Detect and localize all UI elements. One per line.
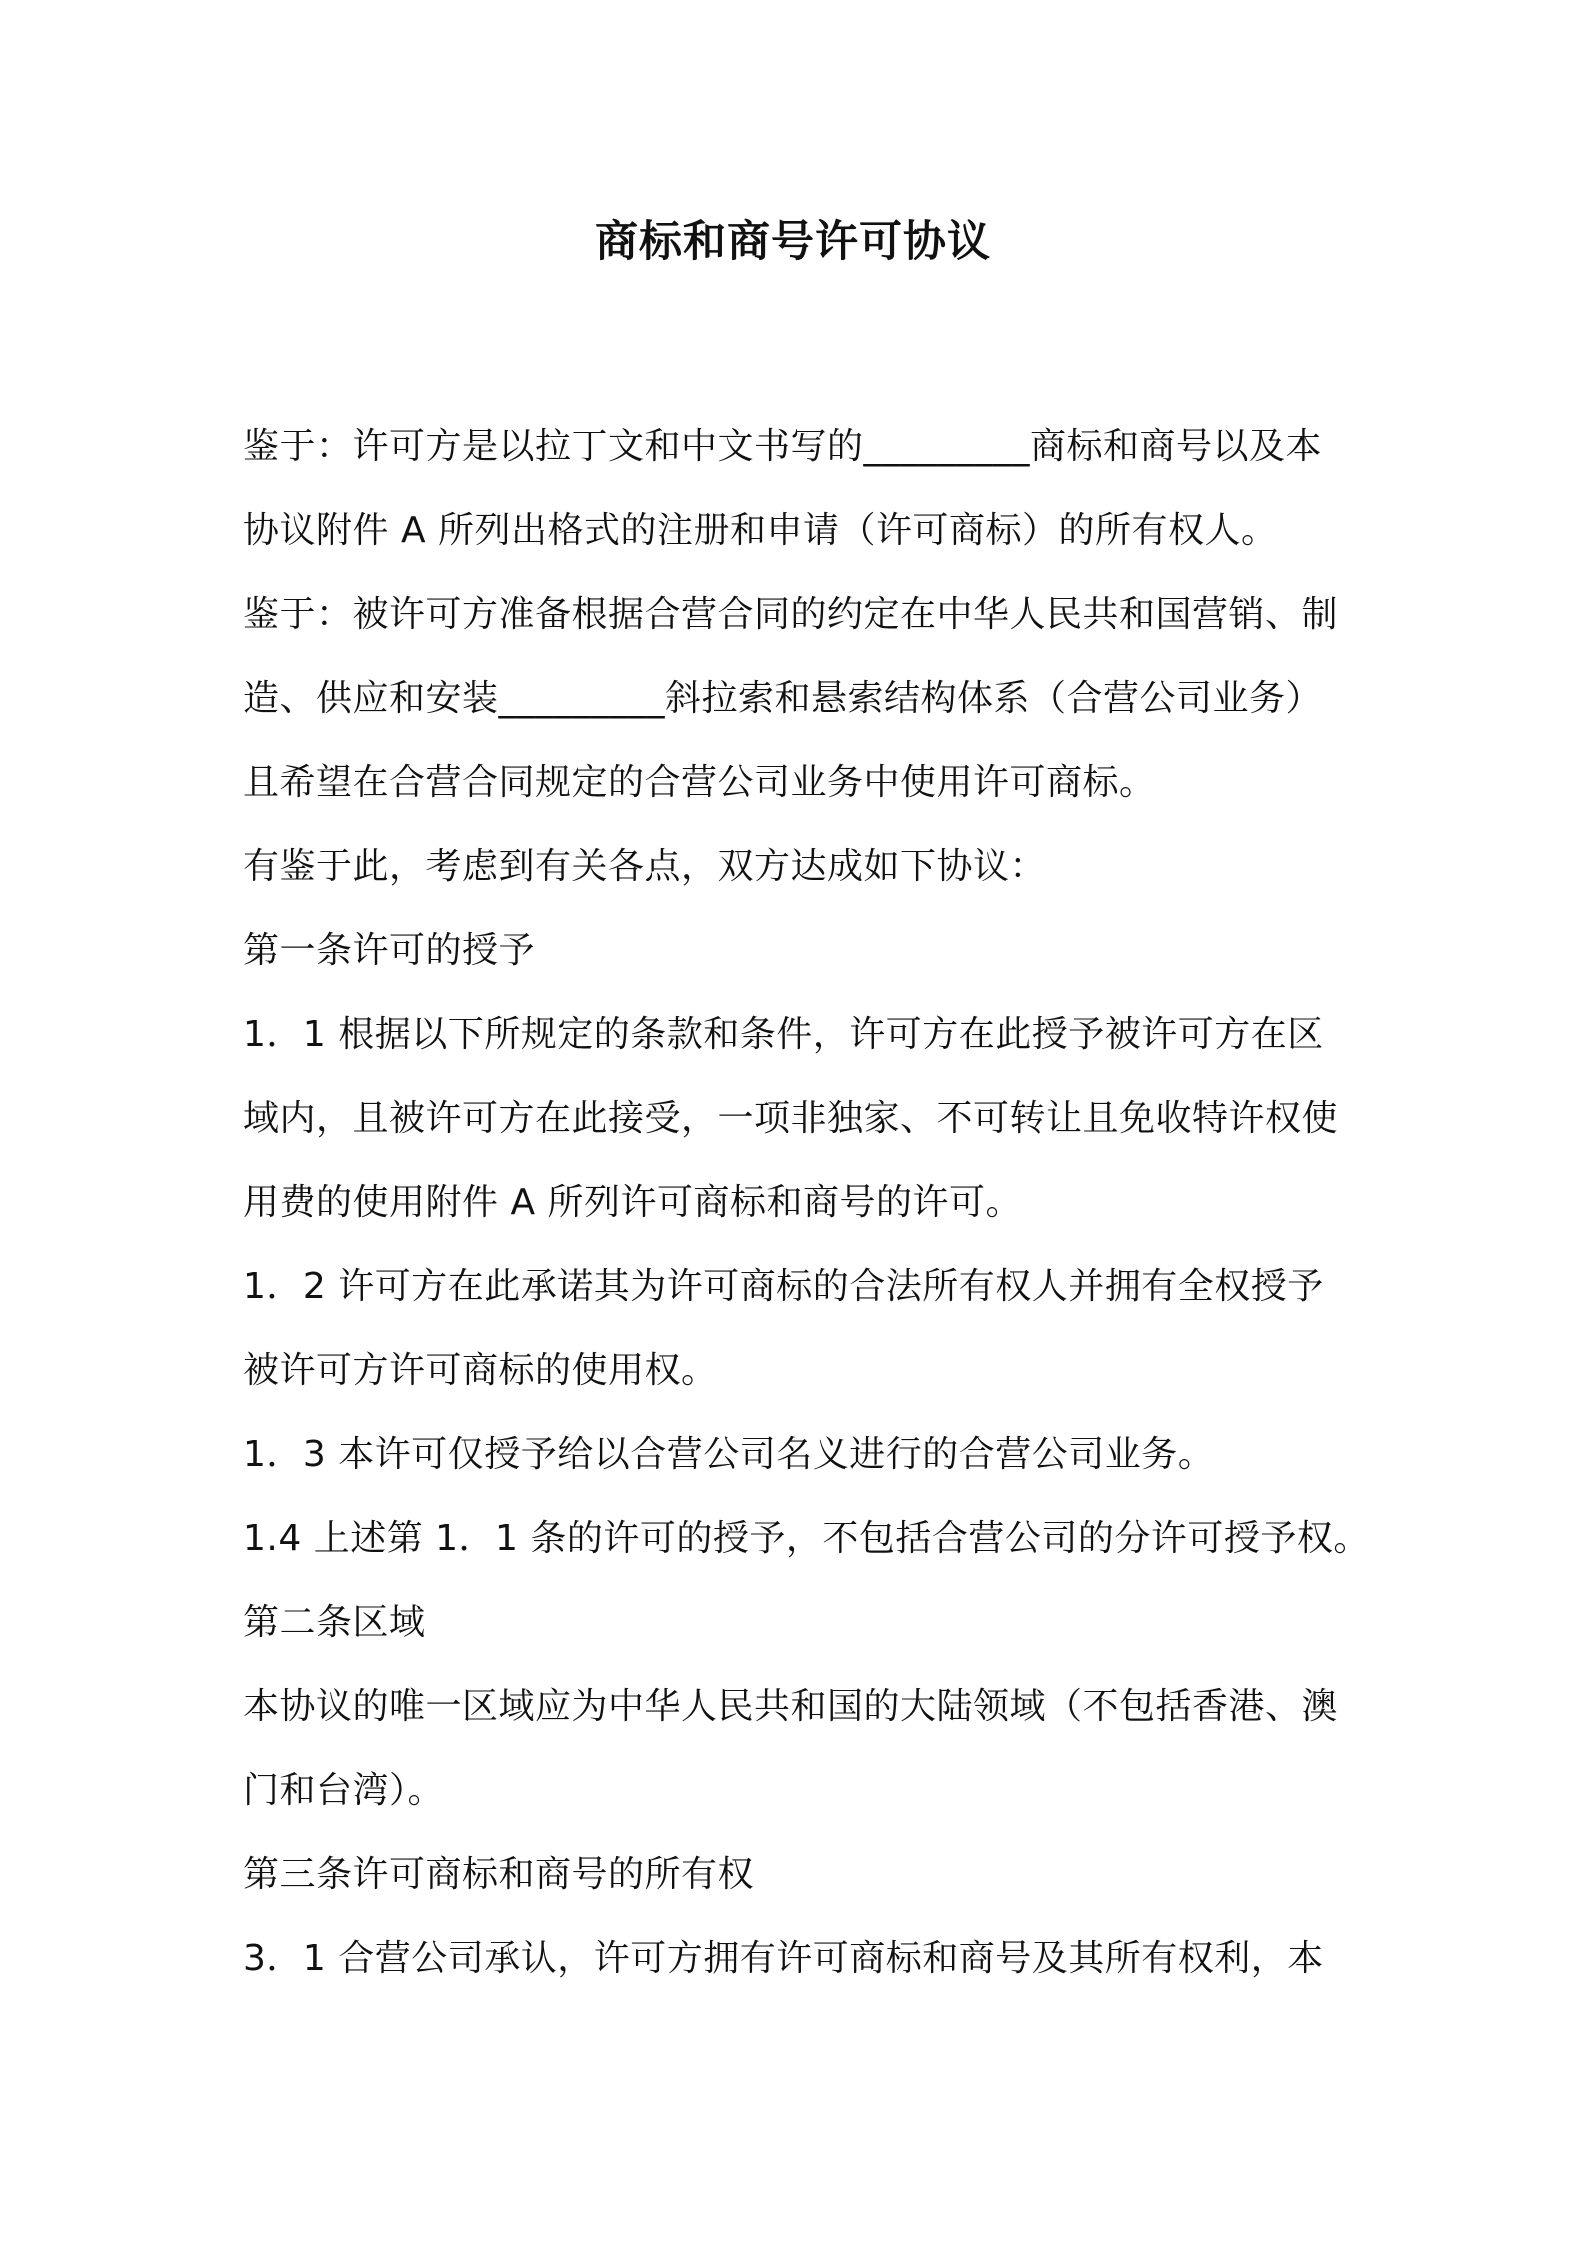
text-line: 且希望在合营合同规定的合营公司业务中使用许可商标。 [243, 762, 1156, 803]
text-line: 本协议的唯一区域应为中华人民共和国的大陆领域（不包括香港、澳 [243, 1686, 1339, 1727]
text-line: 1．1 根据以下所规定的条款和条件，许可方在此授予被许可方在区 [243, 1014, 1324, 1055]
text-line: 1.4 上述第 1．1 条的许可的授予，不包括合营公司的分许可授予权。 [243, 1518, 1370, 1559]
text-line: 门和台湾）。 [243, 1770, 445, 1811]
text-line: 域内，且被许可方在此接受，一项非独家、不可转让且免收特许权使 [243, 1098, 1339, 1139]
text-line: 鉴于：被许可方准备根据合营合同的约定在中华人民共和国营销、制 [243, 594, 1339, 635]
text-line: 造、供应和安装_________斜拉索和悬索结构体系（合营公司业务） [243, 678, 1323, 719]
document-title: 商标和商号许可协议 [595, 217, 991, 267]
section-heading: 第二条区域 [243, 1602, 426, 1643]
text-line: 有鉴于此，考虑到有关各点，双方达成如下协议： [243, 846, 1047, 887]
text-line: 1．2 许可方在此承诺其为许可商标的合法所有权人并拥有全权授予 [243, 1266, 1324, 1307]
text-line: 被许可方许可商标的使用权。 [243, 1350, 718, 1391]
text-line: 鉴于：许可方是以拉丁文和中文书写的_________商标和商号以及本 [243, 426, 1323, 467]
document-body [243, 405, 1370, 2001]
text-line: 用费的使用附件 A 所列许可商标和商号的许可。 [243, 1182, 1023, 1223]
text-line: 1．3 本许可仅授予给以合营公司名义进行的合营公司业务。 [243, 1434, 1215, 1475]
section-heading: 第三条许可商标和商号的所有权 [243, 1854, 755, 1895]
text-line: 3．1 合营公司承认，许可方拥有许可商标和商号及其所有权利，本 [243, 1938, 1324, 1979]
text-line: 协议附件 A 所列出格式的注册和申请（许可商标）的所有权人。 [243, 510, 1278, 551]
section-heading: 第一条许可的授予 [243, 930, 536, 971]
